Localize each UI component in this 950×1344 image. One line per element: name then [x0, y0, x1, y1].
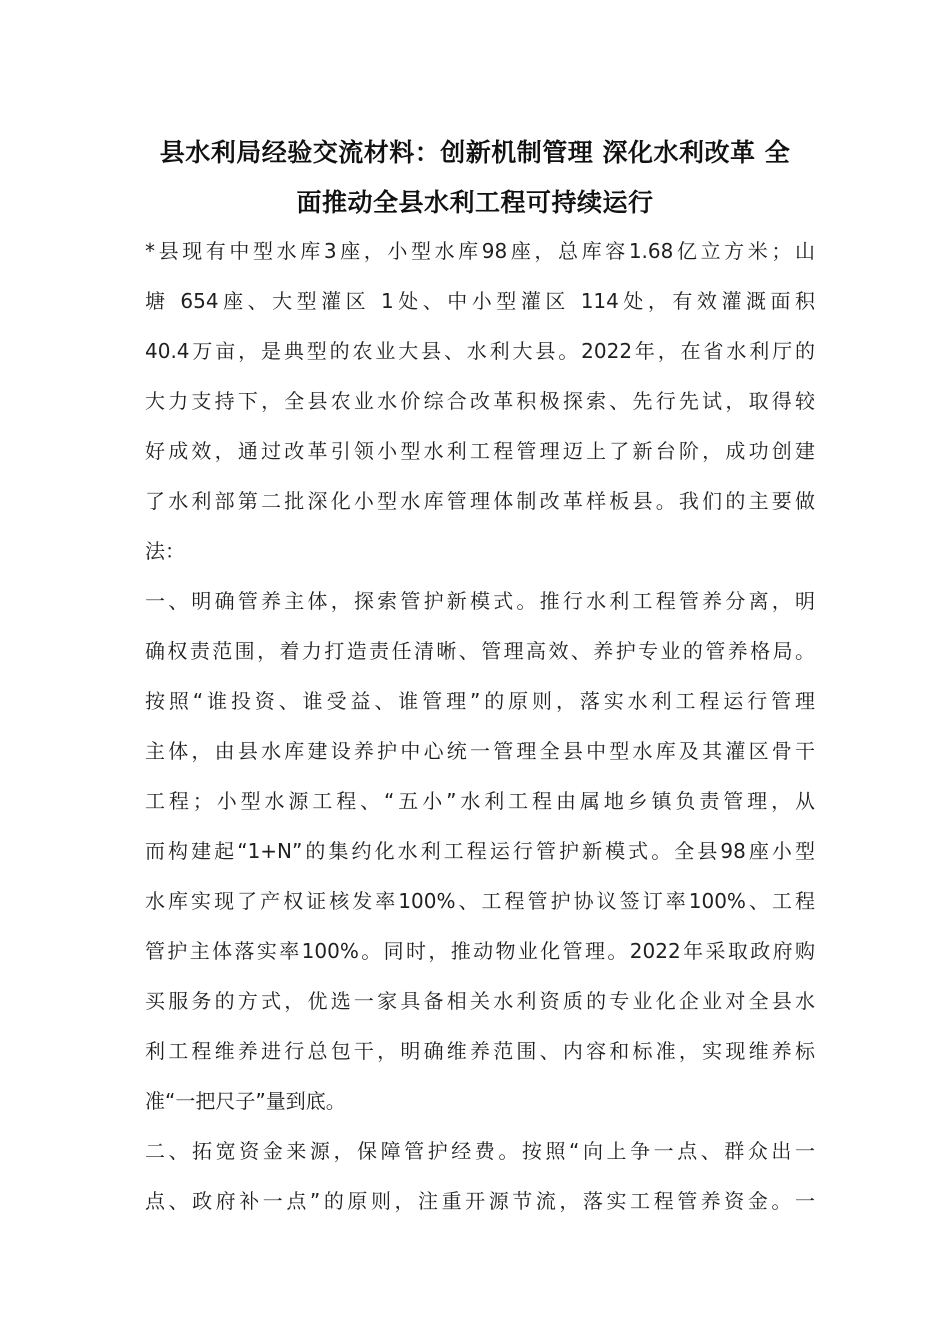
document-title: [140, 128, 810, 228]
text-line: 了水利部第二批深化小型水库管理体制改革样板县。我们的主要做: [145, 489, 815, 513]
text-line: 大力支持下，全县农业水价综合改革积极探索、先行先试，取得较: [145, 389, 815, 413]
text-line: 40.4万亩，是典型的农业大县、水利大县。2022年，在省水利厅的: [145, 339, 815, 363]
text-line: 一、明确管养主体，探索管护新模式。推行水利工程管养分离，明: [145, 589, 815, 613]
text-line: 买服务的方式，优选一家具备相关水利资质的专业化企业对全县水: [145, 989, 815, 1013]
text-line: 点、政府补一点”的原则，注重开源节流，落实工程管养资金。一: [145, 1189, 815, 1213]
text-line: 水库实现了产权证核发率100%、工程管护协议签订率100%、工程: [145, 889, 815, 913]
text-line: 好成效，通过改革引领小型水利工程管理迈上了新台阶，成功创建: [145, 439, 815, 463]
text-line: 主体，由县水库建设养护中心统一管理全县中型水库及其灌区骨干: [145, 739, 815, 763]
text-line: 准“一把尺子”量到底。: [145, 1089, 346, 1113]
text-line: 而构建起“1+N”的集约化水利工程运行管护新模式。全县98座小型: [145, 839, 815, 863]
document-body: [145, 226, 815, 1226]
title-line: 面推动全县水利工程可持续运行: [296, 188, 654, 217]
text-line: *县现有中型水库3座，小型水库98座，总库容1.68亿立方米；山: [145, 239, 815, 263]
text-line: 法：: [145, 539, 185, 563]
title-line: 县水利局经验交流材料：创新机制管理 深化水利改革 全: [159, 138, 791, 167]
text-line: 二、拓宽资金来源，保障管护经费。按照“向上争一点、群众出一: [145, 1139, 815, 1163]
paragraph-section-2: [145, 1126, 815, 1226]
text-line: 按照“谁投资、谁受益、谁管理”的原则，落实水利工程运行管理: [145, 689, 815, 713]
text-line: 利工程维养进行总包干，明确维养范围、内容和标准，实现维养标: [145, 1039, 815, 1063]
paragraph-section-1: [145, 576, 815, 1126]
text-line: 确权责范围，着力打造责任清晰、管理高效、养护专业的管养格局。: [145, 639, 815, 663]
paragraph-intro: [145, 226, 815, 576]
text-line: 塘 654座、大型灌区 1处、中小型灌区 114处，有效灌溉面积: [145, 289, 815, 313]
text-line: 管护主体落实率100%。同时，推动物业化管理。2022年采取政府购: [145, 939, 815, 963]
text-line: 工程；小型水源工程、“五小”水利工程由属地乡镇负责管理，从: [145, 789, 815, 813]
